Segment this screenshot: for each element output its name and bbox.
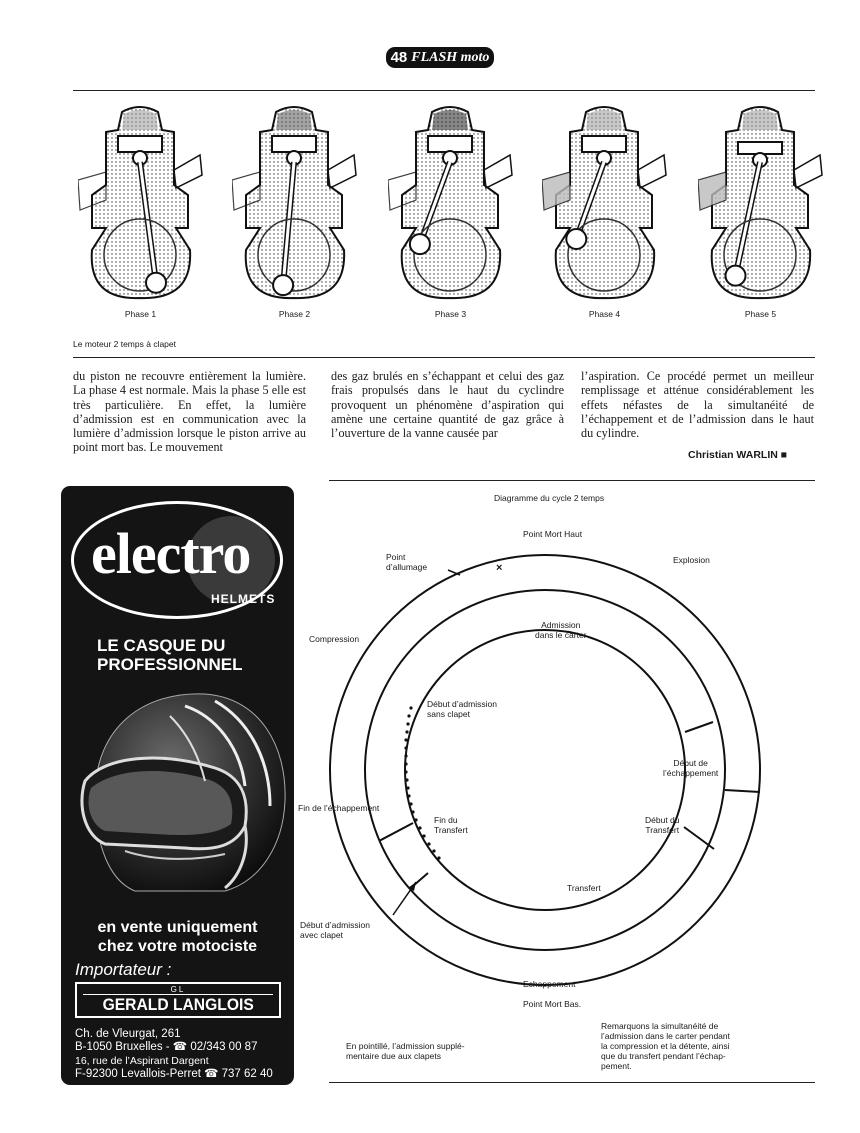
top-rule (73, 90, 815, 91)
cycle-diagram (298, 500, 860, 1020)
label-admission-carter: Admission dans le carter (535, 620, 587, 640)
label-fin-transfert: Fin du Transfert (434, 815, 468, 835)
ad-sales-line: en vente uniquement chez votre motociste (97, 919, 258, 955)
phase-2-label: Phase 2 (278, 309, 311, 319)
phase-2-illustration (232, 100, 357, 300)
label-fin-echappement: Fin de l’échappement (298, 803, 380, 813)
label-debut-transfert: Début du Transfert (645, 815, 680, 835)
helmet-illustration (65, 676, 291, 901)
label-echappement: Echappement (523, 979, 576, 989)
article-column-2: des gaz brulés en s’échappant et celui des gaz frais propulsés dans le haut du cyclindre provoquent un phénomène d’aspiration qui amène une certaine quantité de gaz grâce à l’ouverture de la vanne causée par (331, 369, 564, 441)
diagram-title: Diagramme du cycle 2 temps (494, 493, 605, 503)
importer-label: Importateur : (75, 960, 172, 979)
label-compression: Compression (309, 634, 360, 644)
helmets-label: HELMETS (211, 592, 276, 606)
label-pmh: Point Mort Haut (523, 529, 583, 539)
caption-rule (73, 357, 815, 358)
article-author: Christian WARLIN ■ (688, 449, 788, 461)
phase-3-illustration (388, 100, 513, 300)
gl-mark: GL (83, 985, 273, 995)
phase-3-label: Phase 3 (434, 309, 467, 319)
electro-helmets-ad (61, 486, 294, 1085)
article-column-1: du piston ne recouvre entièrement la lumière. La phase 4 est normale. Mais la phase 5 elle est très particulière. En effet, la lumière d’admission est en communication avec la lumière d’admission lorsque le piston arrive au point mort bas. Le mouvement (73, 369, 306, 455)
address-line-4: F-92300 Levallois-Perret ☎ 737 62 40 (75, 1068, 273, 1080)
importer-logo (75, 982, 281, 1018)
label-explosion: Explosion (673, 555, 710, 565)
label-pmb: Point Mort Bas. (523, 999, 582, 1009)
address-line-3: 16, rue de l’Aspirant Dargent (75, 1055, 209, 1067)
ignition-mark: × (496, 562, 503, 574)
magazine-brand: FLASH moto (411, 49, 490, 65)
phase-4-illustration (542, 100, 667, 300)
address-line-2: B-1050 Bruxelles - ☎ 02/343 00 87 (75, 1041, 258, 1053)
phase-5-illustration (698, 100, 823, 300)
importer-name: GERALD LANGLOIS (102, 995, 254, 1014)
address-line-1: Ch. de Vleurgat, 261 (75, 1028, 181, 1040)
label-debut-admission-sans: Début d’admission sans clapet (427, 699, 497, 719)
phase-1-label: Phase 1 (124, 309, 157, 319)
note-dotted: En pointillé, l’admission supplé- mentaire due aux clapets (346, 1041, 465, 1061)
ad-headline: LE CASQUE DU PROFESSIONNEL (97, 636, 243, 674)
note-simultaneity: Remarquons la simultanéité de l’admission dans le carter pendant la compression et la détente, ainsi que du transfert pendant l’échap- pement. (601, 1021, 730, 1071)
page-number: 48 (390, 49, 408, 66)
label-debut-echappement: Début de l’échappement (663, 758, 719, 778)
phase-1-illustration (78, 100, 203, 300)
bottom-rule (329, 1082, 815, 1083)
label-transfert: Transfert (567, 883, 601, 893)
article-column-3: l’aspiration. Ce procédé permet un meilleur remplissage et atténue considérablement les effets néfastes de la simultanéité de l’échappement et de l’admission dans le haut du cylindre. (581, 369, 814, 441)
label-allumage: Point d’allumage (386, 552, 428, 572)
mid-rule (329, 480, 815, 481)
phase-4-label: Phase 4 (588, 309, 621, 319)
electro-logo: electro (91, 521, 251, 586)
figure-caption: Le moteur 2 temps à clapet (73, 339, 177, 349)
page-header-badge (386, 47, 494, 68)
label-debut-admission-avec: Début d’admission avec clapet (300, 920, 370, 940)
phase-5-label: Phase 5 (744, 309, 777, 319)
